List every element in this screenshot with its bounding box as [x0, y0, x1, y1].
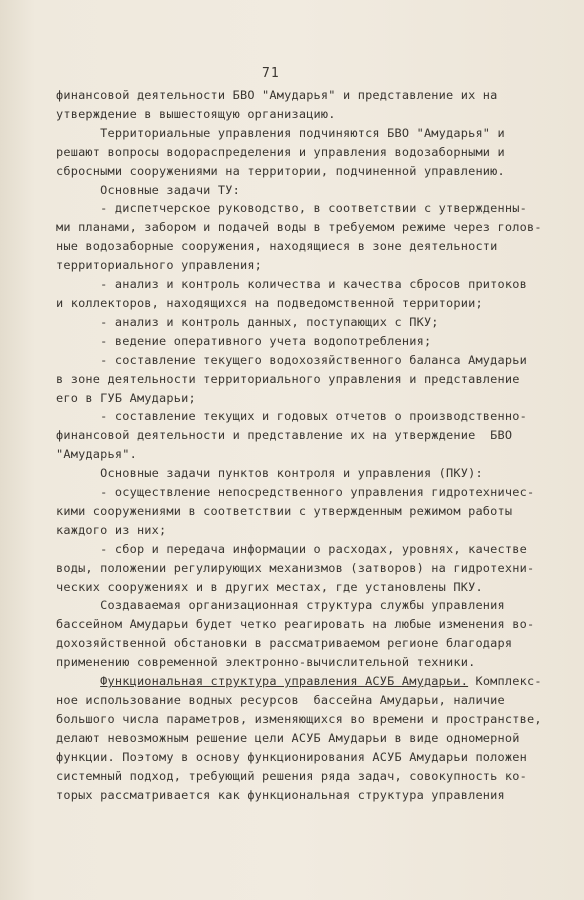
text-line: Территориальные управления подчиняются БВО "Амударья" и [56, 125, 505, 140]
text-line: - анализ и контроль данных, поступающих с ПКУ; [56, 314, 439, 329]
text-line: функции. Поэтому в основу функционирования АСУБ Амударьи положен [56, 749, 527, 764]
text-line: бассейном Амударьи будет четко реагировать на любые изменения во- [56, 617, 535, 632]
text-line: - осуществление непосредственного управления гидротехничес- [56, 485, 535, 500]
text-line: каждого из них; [56, 522, 167, 537]
text-line: кими сооружениями в соответствии с утвержденным режимом работы [56, 503, 513, 518]
text-line: системный подход, требующий решения ряда задач, совокупность ко- [56, 768, 527, 783]
text-line: утверждение в вышестоящую организацию. [56, 106, 336, 121]
section-heading: Функциональная структура управления АСУБ Амударьи. [100, 674, 469, 689]
text-line: финансовой деятельности и представление их на утверждение БВО [56, 428, 513, 443]
text-line: его в ГУБ Амударьи; [56, 390, 196, 405]
text-line: - ведение оперативного учета водопотребления; [56, 333, 432, 348]
text-line: применению современной электронно-вычислительной техники. [56, 655, 476, 670]
text-line: Основные задачи ТУ: [56, 182, 240, 197]
text-line: большого числа параметров, изменяющихся во времени и пространстве, [56, 711, 542, 726]
text-line: Основные задачи пунктов контроля и управления (ПКУ): [56, 466, 483, 481]
text-line [56, 672, 556, 691]
text-line: решают вопросы водораспределения и управления водозаборными и [56, 144, 505, 159]
page-number: 71 [262, 66, 280, 81]
text-line: Создаваемая организационная структура службы управления [56, 598, 505, 613]
text-line: ное использование водных ресурсов бассейна Амударьи, наличие [56, 693, 505, 707]
text-line: и коллекторов, находящихся на подведомственной территории; [56, 295, 483, 310]
text-line: в зоне деятельности территориального управления и представление [56, 371, 520, 386]
text-line: ми планами, забором и подачей воды в требуемом режиме через голов- [56, 220, 542, 235]
body-text [56, 86, 556, 804]
text-line-rest: Комплекс- [468, 674, 542, 689]
text-line: воды, положении регулирующих механизмов (затворов) на гидротехни- [56, 560, 535, 575]
text-line: финансовой деятельности БВО "Амударья" и представление их на [56, 88, 498, 102]
text-line: ческих сооружениях и в других местах, где установлены ПКУ. [56, 579, 483, 594]
text-line: делают невозможным решение цели АСУБ Амударьи в виде одномерной [56, 730, 520, 745]
text-line: "Амударья". [56, 447, 137, 462]
text-line: сбросными сооружениями на территории, подчиненной управлению. [56, 163, 505, 178]
text-line: - составление текущего водохозяйственного баланса Амударьи [56, 352, 527, 367]
text-line: - составление текущих и годовых отчетов о производственно- [56, 409, 527, 424]
text-line: торых рассматривается как функциональная структура управления [56, 787, 505, 802]
text-line: дохозяйственной обстановки в рассматриваемом регионе благодаря [56, 636, 513, 651]
text-line: - диспетчерское руководство, в соответствии с утвержденны- [56, 201, 527, 216]
text-line: - анализ и контроль количества и качества сбросов притоков [56, 277, 527, 292]
text-line: территориального управления; [56, 258, 263, 273]
text-line: - сбор и передача информации о расходах, уровнях, качестве [56, 541, 527, 556]
text-line: ные водозаборные сооружения, находящиеся в зоне деятельности [56, 239, 498, 254]
